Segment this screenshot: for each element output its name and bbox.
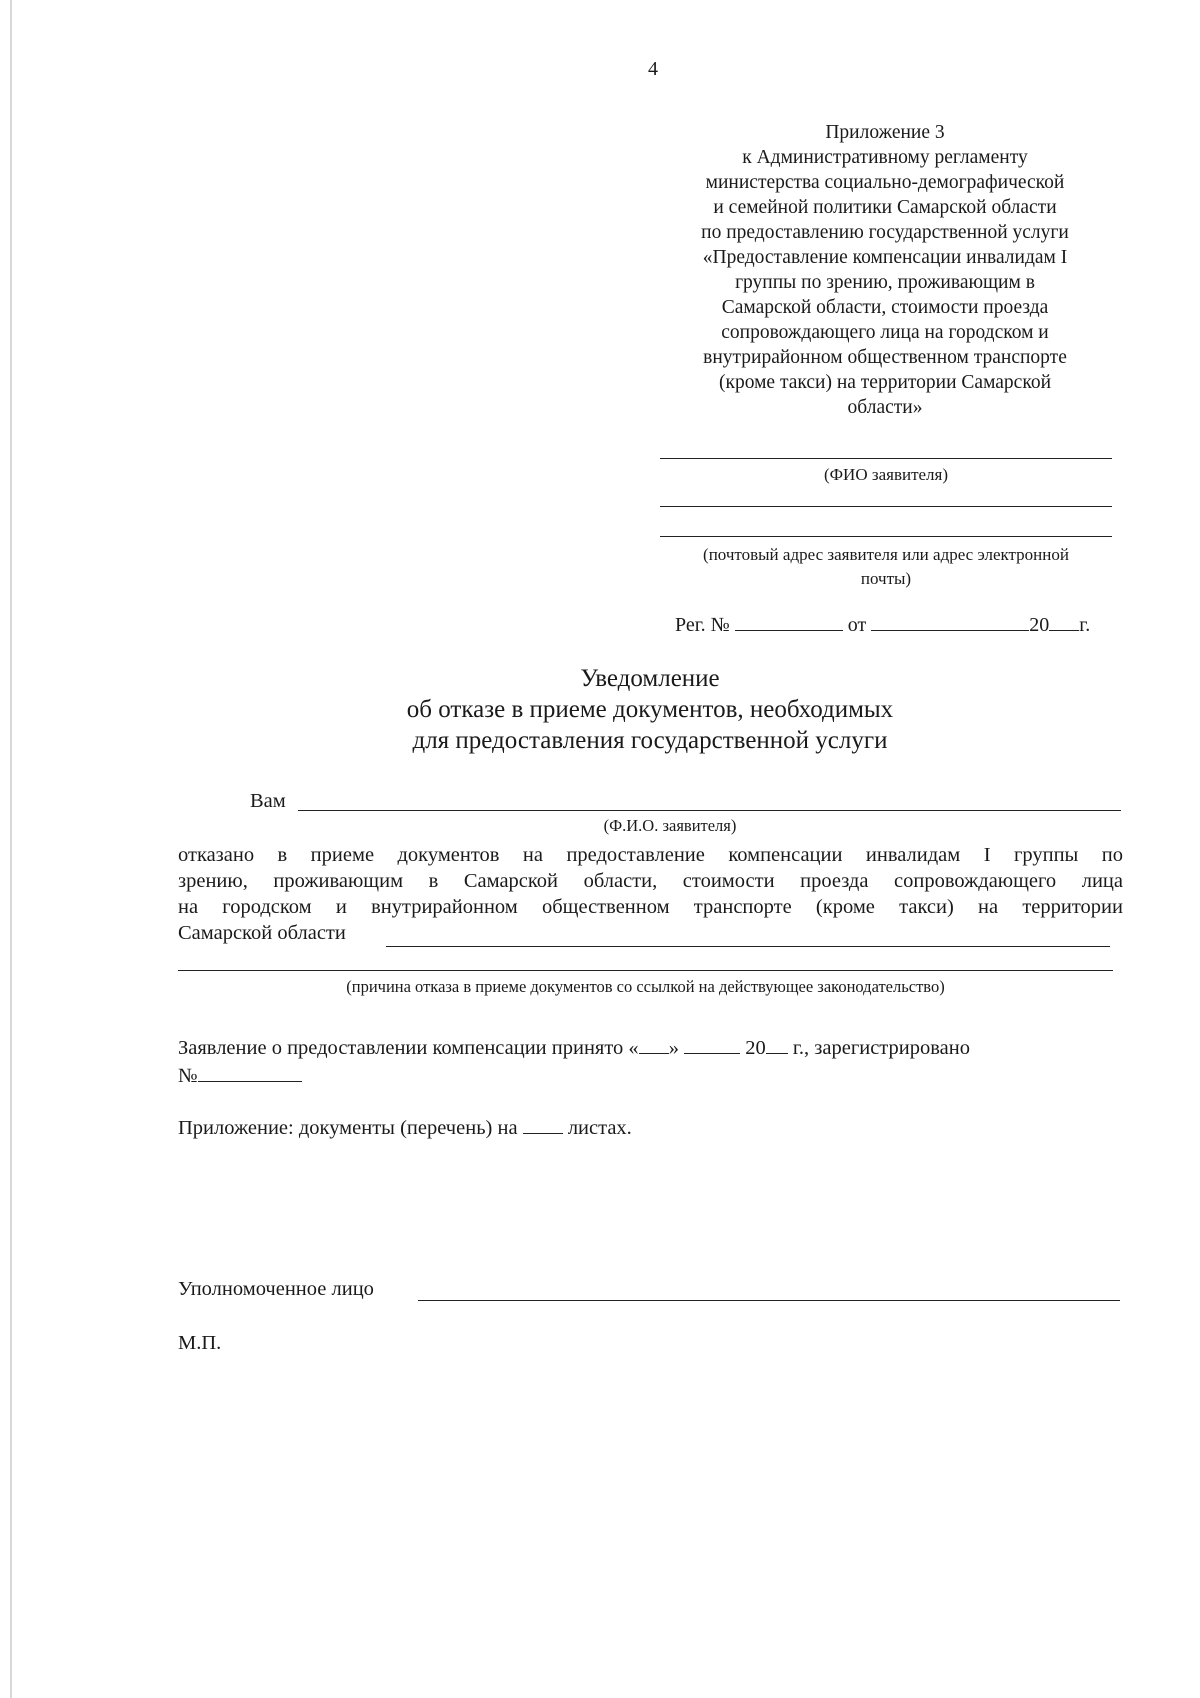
appendix-line: министерства социально-демографической (705, 172, 1065, 193)
attachment-line (178, 1115, 632, 1141)
reg-year-prefix: 20 (1029, 614, 1050, 636)
applicant-address-field[interactable] (660, 536, 1112, 537)
authorized-person-label: Уполномоченное лицо (178, 1278, 374, 1300)
applicant-extra-field[interactable] (660, 506, 1112, 507)
page-number: 4 (648, 58, 658, 80)
application-line (178, 1035, 1123, 1061)
registration-line (675, 612, 1090, 637)
refusal-reason-field-2[interactable] (178, 970, 1113, 971)
appendix-line: по предоставлению государственной услуги (701, 222, 1069, 243)
refusal-text-row: зрению, проживающим в Самарской области, стоимости проезда сопровождающего лица (178, 870, 1123, 892)
stamp-label: М.П. (178, 1332, 222, 1354)
addressee-caption: (Ф.И.О. заявителя) (603, 816, 737, 835)
appendix-line: Приложение 3 (825, 122, 945, 143)
authorized-person-field[interactable] (418, 1300, 1120, 1301)
reg-date-label: от (847, 614, 867, 636)
attachment-text: Приложение: документы (перечень) на (178, 1117, 518, 1139)
application-day-field[interactable] (639, 1035, 669, 1054)
appendix-line: и семейной политики Самарской области (713, 197, 1057, 218)
refusal-paragraph (178, 842, 1123, 946)
application-number-label: № (178, 1065, 198, 1087)
appendix-line: сопровождающего лица на городском и (721, 322, 1049, 343)
appendix-line: Самарской области, стоимости проезда (721, 297, 1049, 318)
appendix-line: внутрирайонном общественном транспорте (703, 347, 1067, 368)
application-year-field[interactable] (766, 1035, 788, 1054)
address-caption-line: (почтовый адрес заявителя или адрес электронной (703, 545, 1069, 564)
application-month-field[interactable] (684, 1035, 740, 1054)
application-registered-text: г., зарегистрировано (792, 1037, 970, 1059)
reg-year-field[interactable] (1049, 612, 1079, 631)
appendix-line: «Предоставление компенсации инвалидам I (702, 247, 1068, 268)
reg-date-field[interactable] (871, 612, 1029, 631)
appendix-line: (кроме такси) на территории Самарской (718, 372, 1051, 393)
page-edge-shadow (10, 0, 12, 1698)
applicant-fio-field[interactable] (660, 458, 1112, 459)
appendix-block (660, 120, 1110, 420)
application-text: Заявление о предоставлении компенсации принято « (178, 1037, 639, 1059)
address-caption-line: почты) (860, 569, 912, 588)
refusal-reason-field[interactable] (386, 946, 1110, 947)
notice-title (300, 663, 1000, 756)
addressee-fio-field[interactable] (298, 810, 1121, 811)
applicant-fio-caption: (ФИО заявителя) (823, 465, 949, 484)
refusal-text-row: на городском и внутрирайонном общественном транспорте (кроме такси) на территории (178, 896, 1123, 918)
refusal-reason-caption: (причина отказа в приеме документов со ссылкой на действующее законодательство) (346, 977, 945, 996)
attachment-sheets-label: листах. (567, 1117, 632, 1139)
appendix-line: области» (847, 397, 923, 418)
reg-number-field[interactable] (735, 612, 843, 631)
application-year-prefix: 20 (745, 1037, 766, 1059)
notice-title-line: об отказе в приеме документов, необходимых (406, 696, 894, 723)
refusal-text-row: отказано в приеме документов на предоставление компенсации инвалидам I группы по (178, 844, 1123, 866)
appendix-line: группы по зрению, проживающим в (735, 272, 1035, 293)
reg-year-suffix: г. (1079, 614, 1091, 636)
notice-title-line: для предоставления государственной услуги (412, 727, 888, 754)
refusal-text-row: Самарской области (178, 922, 346, 944)
addressee-label: Вам (250, 790, 286, 812)
reg-number-label: Рег. № (675, 614, 730, 636)
application-number-field[interactable] (198, 1063, 302, 1082)
application-number-line (178, 1063, 302, 1089)
attachment-sheets-field[interactable] (523, 1115, 563, 1134)
appendix-line: к Административному регламенту (742, 147, 1028, 168)
notice-title-line: Уведомление (580, 665, 720, 692)
application-quote-close: » (668, 1037, 679, 1059)
applicant-address-caption (660, 543, 1112, 591)
